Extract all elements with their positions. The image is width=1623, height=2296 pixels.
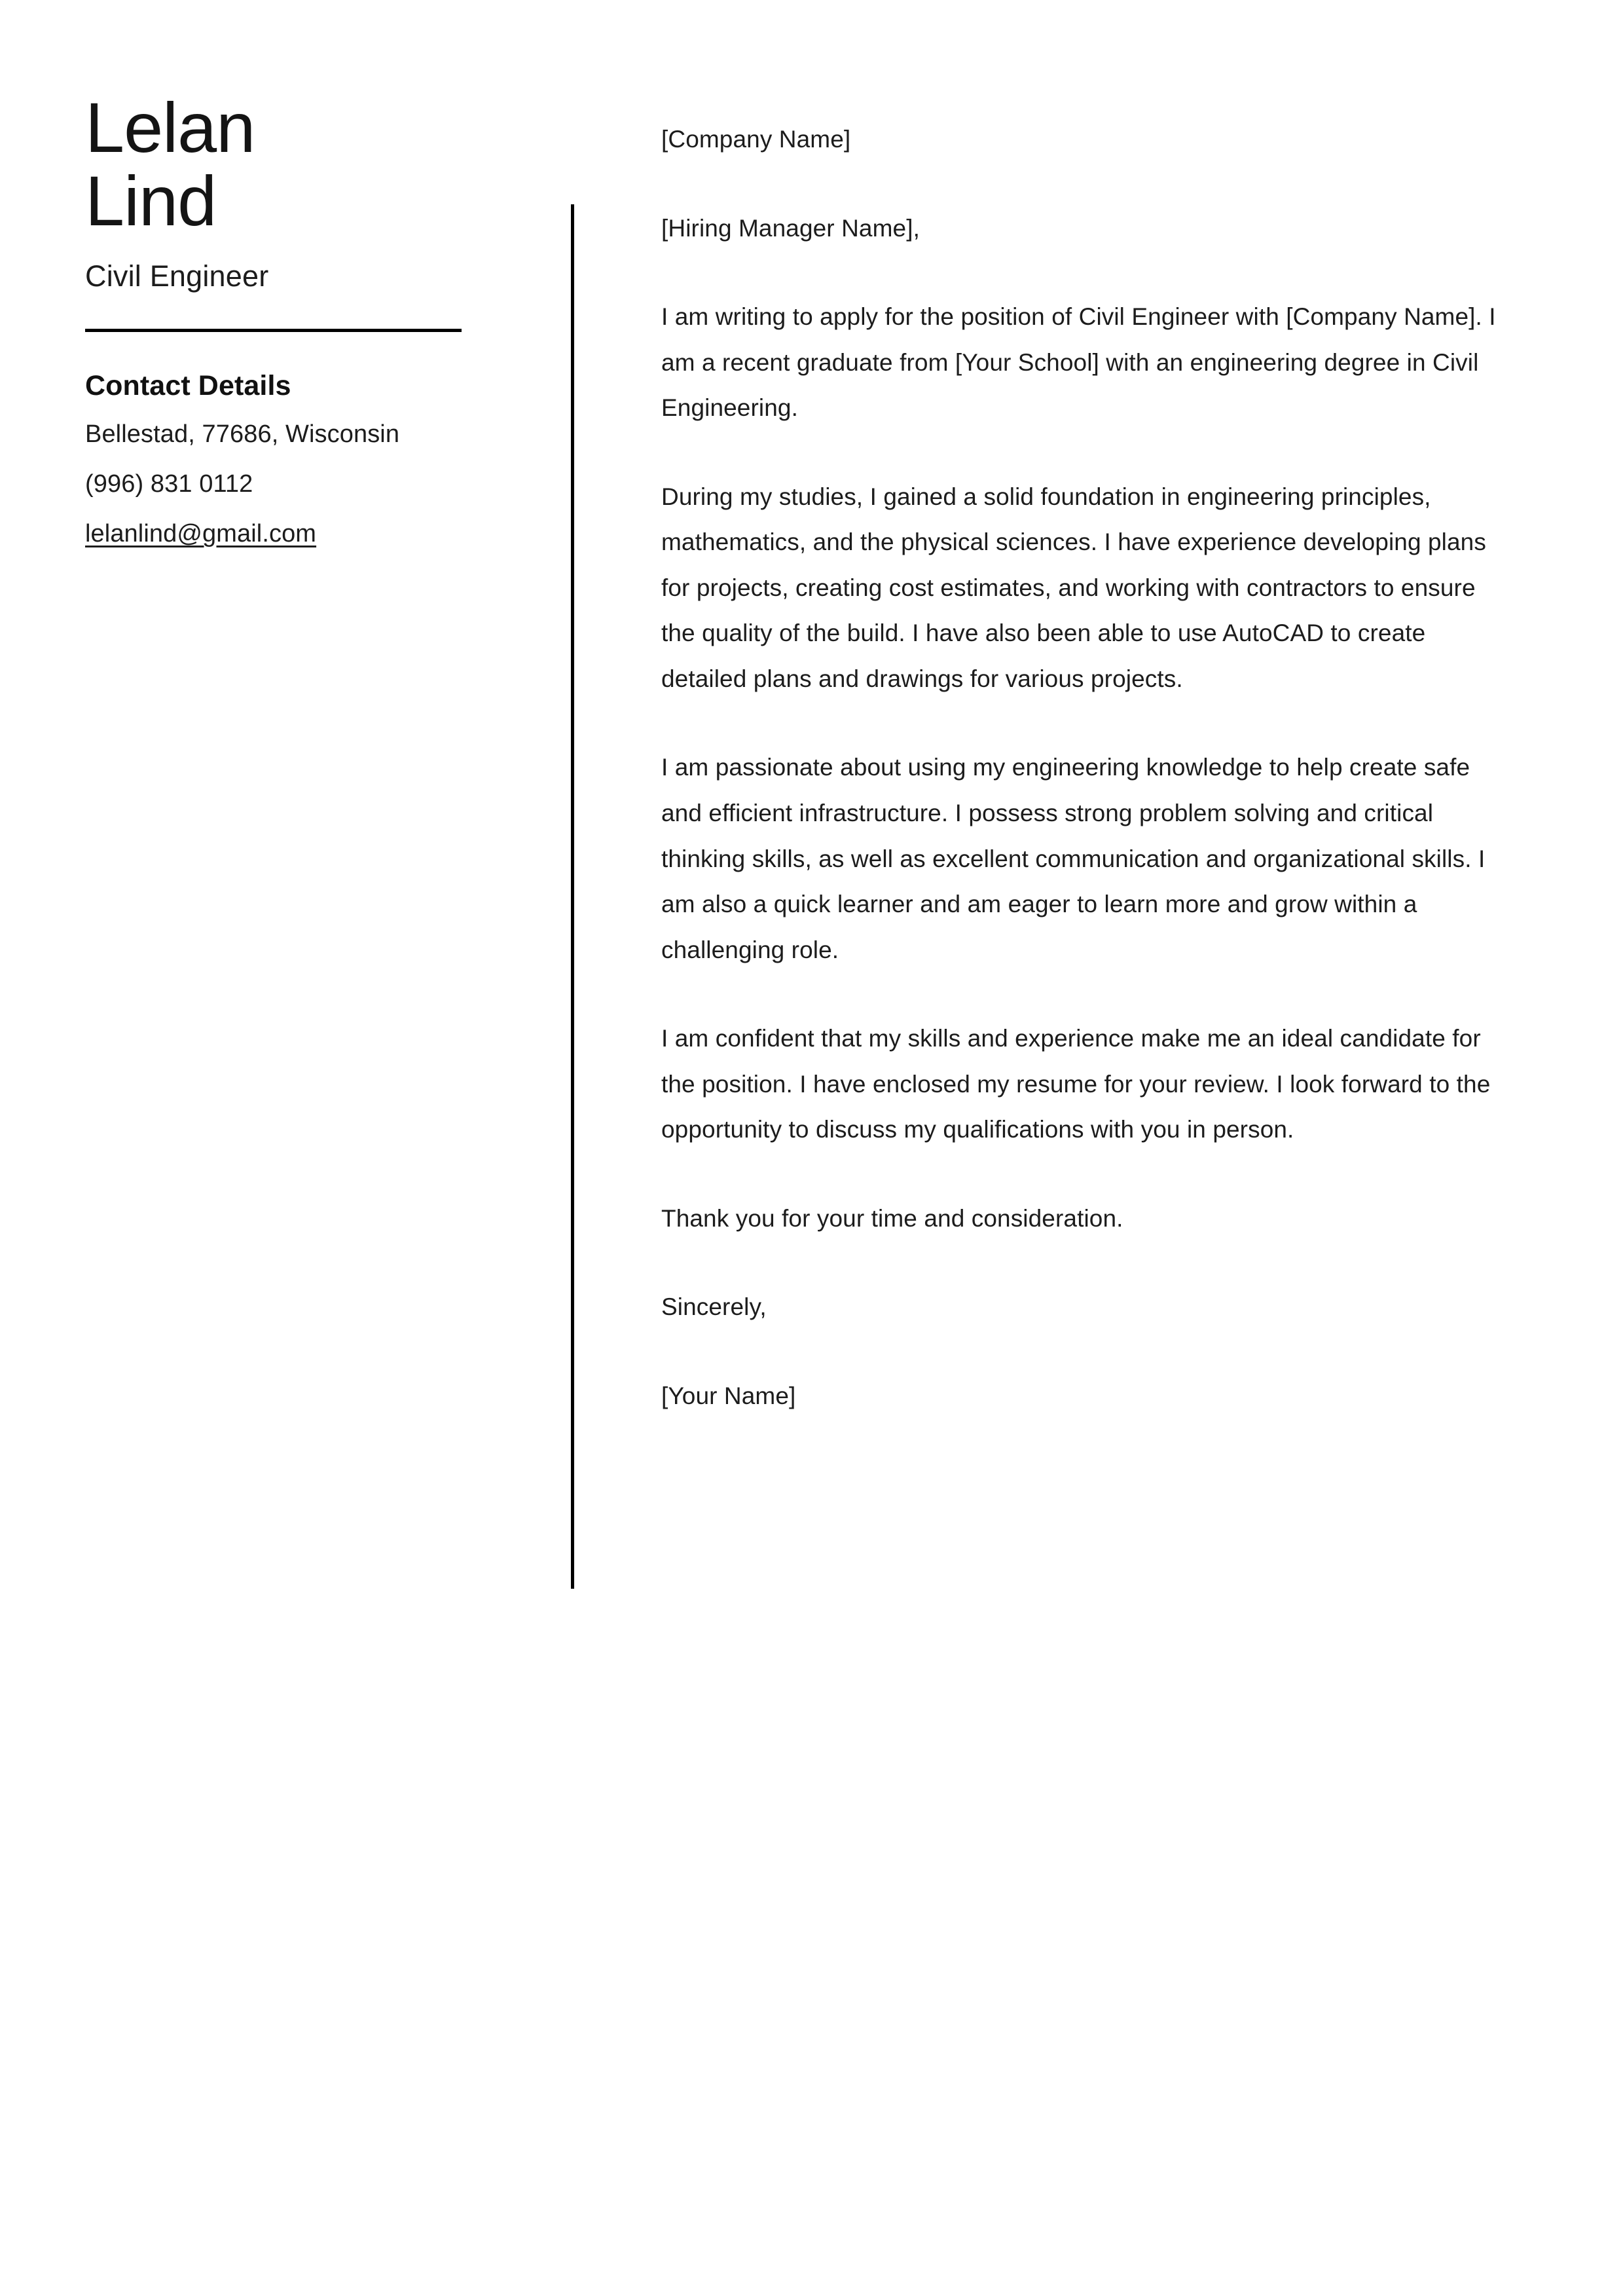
contact-phone: (996) 831 0112 (85, 470, 253, 498)
letter-paragraph-2: During my studies, I gained a solid foundation in engineering principles, mathematics, and the physical sciences. I have experience developing plans for projects, creating cost estimates, and working with contractors to ensure the quality of the build. I have also been able to use AutoCAD to create detailed plans and drawings for various projects. (661, 483, 1486, 692)
company-name-line: [Company Name] (661, 126, 851, 153)
sidebar (85, 88, 504, 548)
contact-details-heading: Contact Details (85, 370, 291, 402)
signature-line: [Your Name] (661, 1382, 796, 1409)
job-title: Civil Engineer (85, 259, 269, 293)
contact-details-list (85, 422, 504, 546)
header-divider (85, 329, 462, 332)
contact-email-row (85, 521, 504, 546)
closing-line: Sincerely, (661, 1293, 767, 1321)
last-name: Lind (85, 161, 217, 241)
first-name: Lelan (85, 88, 255, 167)
letter-body (661, 117, 1506, 1418)
contact-email-link[interactable]: lelanlind@gmail.com (85, 520, 317, 548)
letter-paragraph-3: I am passionate about using my engineering knowledge to help create safe and efficient infrastructure. I possess strong problem solving and critical thinking skills, as well as excellent communication and organizational skills. I am also a quick learner and am eager to learn more and grow within a challenging role. (661, 754, 1486, 963)
salutation: [Hiring Manager Name], (661, 214, 920, 242)
letter-paragraph-4: I am confident that my skills and experience make me an ideal candidate for the position. I have enclosed my resume for your review. I look forward to the opportunity to discuss my qualifications with you in person. (661, 1025, 1491, 1143)
contact-address: Bellestad, 77686, Wisconsin (85, 420, 400, 449)
column-divider (571, 204, 574, 1589)
applicant-name (85, 88, 504, 241)
letter-paragraph-1: I am writing to apply for the position of Civil Engineer with [Company Name]. I am a recent graduate from [Your School] with an engineering degree in Civil Engineering. (661, 303, 1496, 422)
thank-you-line: Thank you for your time and consideration. (661, 1204, 1123, 1232)
